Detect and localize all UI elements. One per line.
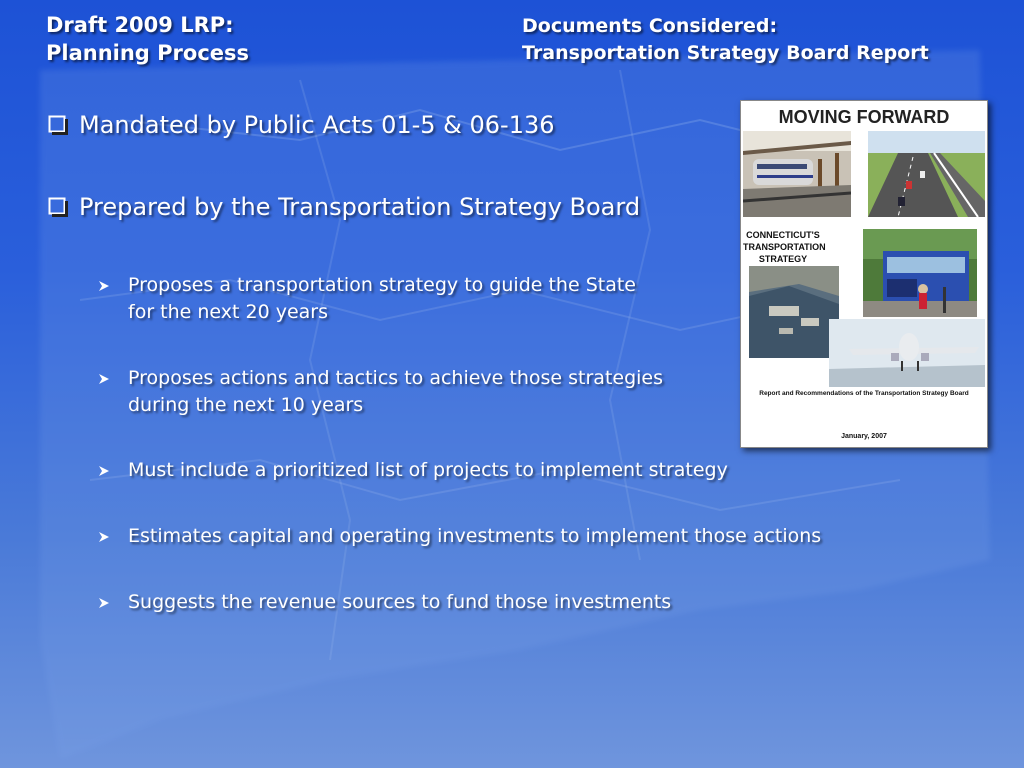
arrow-bullet-icon [98, 272, 128, 326]
strategy-line2: TRANSPORTATION [743, 242, 826, 252]
checkbox-icon [48, 197, 69, 218]
checkbox-icon [48, 115, 69, 136]
aerial-port-photo [749, 266, 839, 358]
sub-bullet-4-line1: Estimates capital and operating investments to implement those actions [128, 525, 822, 547]
arrow-bullet-icon [98, 365, 128, 419]
sub-bullet-5 [98, 589, 671, 616]
sub-bullet-3-line1: Must include a prioritized list of projects to implement strategy [128, 459, 728, 481]
arrow-bullet-icon [98, 589, 128, 616]
sub-bullet-5-line1: Suggests the revenue sources to fund those investments [128, 591, 672, 613]
report-cover-strategy-label [743, 229, 826, 265]
strategy-line3: STRATEGY [758, 254, 808, 264]
bus-photo [863, 229, 977, 317]
strategy-line1: CONNECTICUT'S [746, 230, 820, 240]
train-photo [743, 131, 851, 217]
sub-bullet-2 [98, 365, 663, 419]
main-bullet-2 [48, 192, 640, 222]
report-cover-date: January, 2007 [841, 433, 887, 440]
highway-photo [868, 131, 985, 217]
slide-title-line2: Planning Process [46, 41, 250, 65]
arrow-bullet-icon [98, 457, 128, 484]
report-cover-image [740, 100, 988, 448]
main-bullet-2-text: Prepared by the Transportation Strategy Board [79, 193, 641, 221]
airplane-photo [829, 319, 985, 387]
slide-subtitle-line2: Transportation Strategy Board Report [522, 42, 929, 64]
report-cover-caption: Report and Recommendations of the Transportation Strategy Board [759, 390, 969, 397]
slide-title-line1: Draft 2009 LRP: [46, 13, 234, 37]
slide-title [46, 11, 249, 67]
main-bullet-1-text: Mandated by Public Acts 01-5 & 06-136 [79, 111, 555, 139]
report-cover-title: MOVING FORWARD [778, 107, 950, 127]
slide-subtitle [522, 13, 929, 67]
sub-bullet-1-line2: for the next 20 years [128, 301, 329, 323]
sub-bullet-4 [98, 523, 821, 550]
sub-bullet-1 [98, 272, 636, 326]
slide-subtitle-line1: Documents Considered: [522, 15, 778, 37]
sub-bullet-3 [98, 457, 728, 484]
sub-bullet-2-line2: during the next 10 years [128, 394, 364, 416]
sub-bullet-1-line1: Proposes a transportation strategy to guide the State [128, 274, 636, 296]
sub-bullet-2-line1: Proposes actions and tactics to achieve those strategies [128, 367, 664, 389]
main-bullet-1 [48, 110, 555, 140]
arrow-bullet-icon [98, 523, 128, 550]
